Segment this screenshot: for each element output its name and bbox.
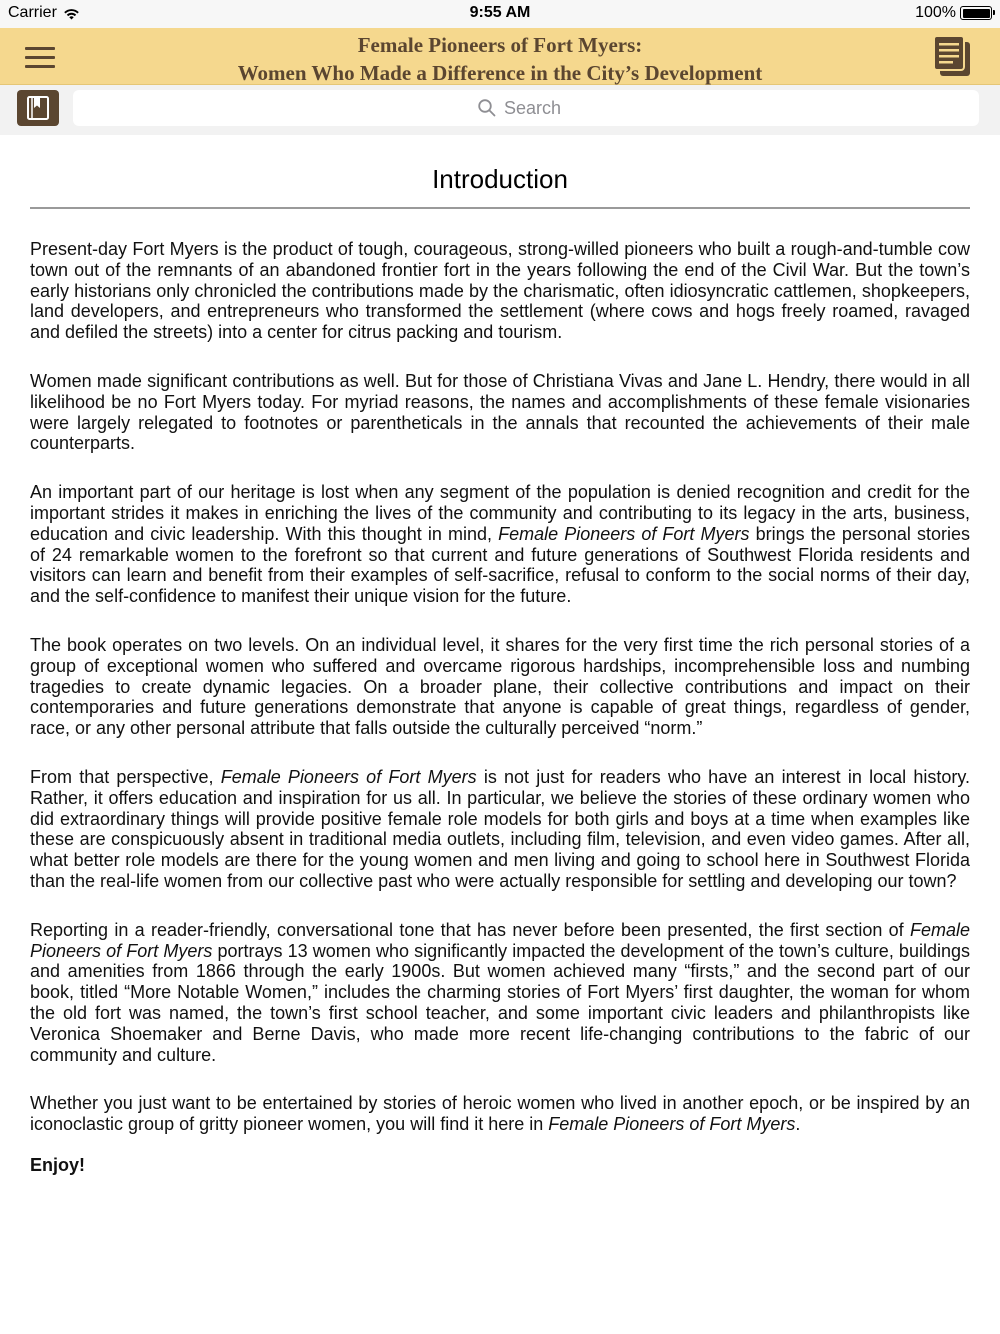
hamburger-menu-icon[interactable] (22, 41, 60, 71)
paragraph-7-text-b: . (795, 1114, 801, 1135)
paragraph-5 (30, 767, 970, 892)
navigation-bar (0, 28, 1000, 85)
book-title-line-2: Women Who Made a Difference in the City’s Development (237, 61, 763, 85)
book-title-italic: Female Pioneers of Fort Myers (30, 919, 970, 961)
article-content (30, 135, 970, 1176)
book-title-italic: Female Pioneers of Fort Myers (220, 766, 477, 787)
paragraph-7-text-a: Whether you just want to be entertained by stories of heroic women who lived in another epoch, or be inspired by an iconoclastic group of gritty pioneer women, you will find it here in (30, 1093, 970, 1135)
paragraph-5-text-a: From that perspective, (30, 766, 221, 787)
document-list-icon[interactable] (930, 34, 974, 78)
paragraph-5-text-b: is not just for readers who have an interest in local history. Rather, it offers education and inspiration for us all. In particular, we believe the stories of these ordinary women who did extraordinary things will provide positive female role models for both girls and boys at a time when examples like these are conspicuously absent in traditional media outlets, including film, television, and even video games. After all, what better role models are there for the young women and men living and going to school here in Southwest Florida than the real-life women from our collective past who were actually responsible for settling and developing our town? (30, 766, 971, 891)
search-bar (0, 85, 1000, 135)
search-input[interactable] (504, 98, 574, 119)
paragraph-7 (30, 1093, 970, 1135)
paragraph-1: Present-day Fort Myers is the product of tough, courageous, strong-willed pioneers who built a rough-and-tumble cow town out of the remnants of an abandoned frontier fort in the years following the end of the Civil War. But the town’s early historians only chronicled the contributions made by the charismatic, often idiosyncratic cattlemen, shopkeepers, land developers, and entrepreneurs who transformed the settlement (where cows and hogs freely roamed, ravaged and defiled the streets) into a center for citrus packing and tourism. (30, 239, 970, 343)
paragraph-3-text-a: An important part of our heritage is lost when any segment of the population is denied recognition and credit for the important strides it makes in enriching the lives of the community and contributing to its legacy in the arts, business, education and civic leadership. With this thought in mind, (30, 482, 970, 544)
closing-text: Enjoy! (30, 1154, 86, 1175)
book-title-italic: Female Pioneers of Fort Myers (498, 523, 750, 544)
battery-indicator (915, 4, 992, 22)
title-divider (30, 207, 970, 209)
paragraph-4: The book operates on two levels. On an individual level, it shares for the very first time the rich personal stories of a group of exceptional women who suffered and overcame rigorous hardships, incomprehensible loss and numbing tragedies to create dynamic legacies. On a broader plane, their collective contributions and impact on their contemporaries and future generations demonstrate that anyone is capable of great things, regardless of gender, race, or any other personal attribute that falls outside the culturally perceived “norm.” (30, 634, 970, 739)
battery-icon (960, 6, 992, 20)
paragraph-6-text-b: portrays 13 women who significantly impacted the development of the town’s culture, buildings and amenities from 1866 through the early 1900s. But women achieved many “firsts,” and the second part of our book, titled “More Notable Women,” includes the charming stories of Fort Myers’ first daughter, the woman for whom the old fort was named, the town’s first school teacher, and some important civic leaders and philanthropists like Veronica Shoemaker and Berne Davis, who made more recent life-changing contributions to the fabric of our community and culture. (30, 940, 970, 1065)
paragraph-3-text-b: brings the personal stories of 24 remarkable women to the forefront so that current and future generations of Southwest Florida residents and visitors can learn and benefit from their examples of self-sacrifice, refusal to conform to the social norms of their day, and the self-confidence to manifest their unique vision for the future. (30, 523, 971, 607)
book-title-line-1: Female Pioneers of Fort Myers: (357, 33, 643, 57)
status-bar (0, 0, 1000, 28)
battery-percent: 100% (915, 4, 956, 21)
paragraph-3 (30, 482, 970, 607)
search-field[interactable] (73, 90, 979, 126)
book-title-italic: Female Pioneers of Fort Myers (548, 1114, 796, 1135)
search-icon (478, 99, 496, 117)
paragraph-6 (30, 920, 970, 1066)
paragraph-6-text-a: Reporting in a reader-friendly, conversational tone that has never before been presented, the first section of (30, 919, 910, 940)
bookmark-icon (26, 95, 50, 121)
bookmark-button[interactable] (17, 90, 59, 126)
page-title: Introduction (432, 164, 568, 194)
carrier-label: Carrier (8, 4, 57, 21)
paragraph-2: Women made significant contributions as well. But for those of Christiana Vivas and Jane L. Hendry, there would in all likelihood be no Fort Myers today. For myriad reasons, the names and accomplishments of these female visionaries were largely relegated to footnotes or parentheticals in the annals that recounted the achievements of their male counterparts. (30, 370, 970, 454)
book-title (120, 31, 880, 87)
clock: 9:55 AM (469, 4, 531, 21)
